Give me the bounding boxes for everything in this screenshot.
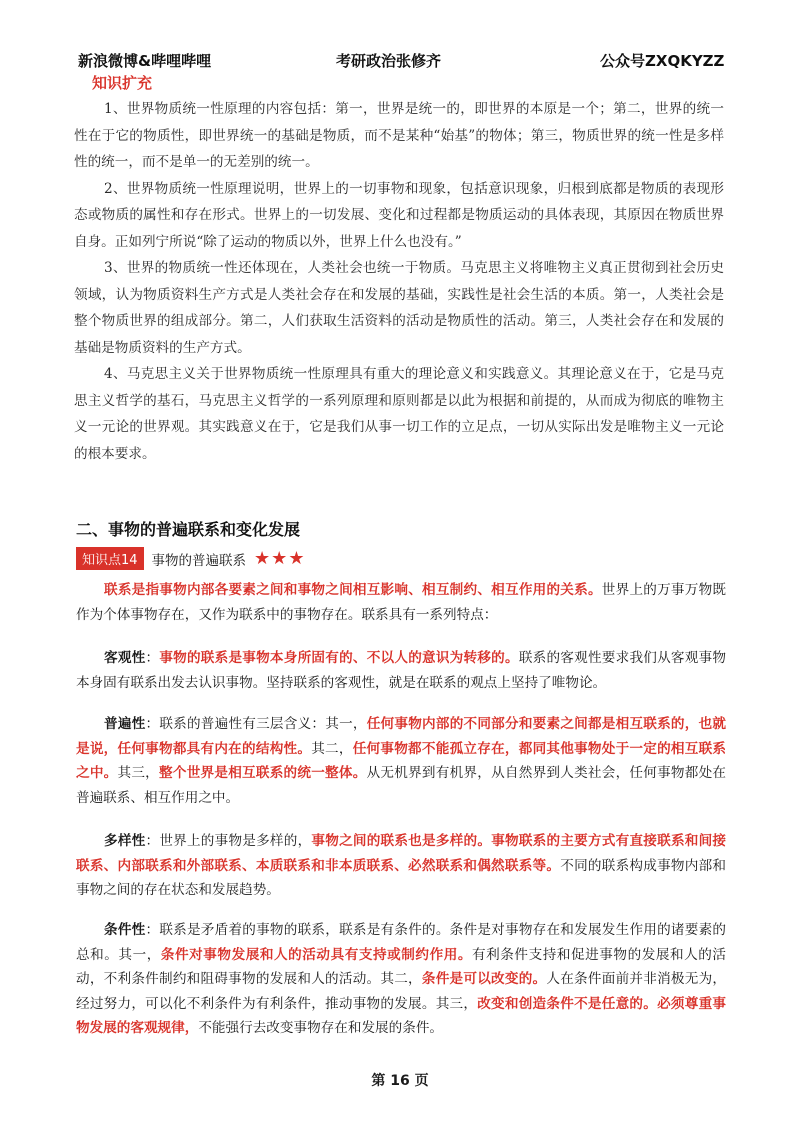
extension-paragraph-1: 1、世界物质统一性原理的内容包括：第一，世界是统一的，即世界的本原是一个；第二，世界的统一性在于它的物质性，即世界统一的基础是物质，而不是某种“始基”的物体；第三，物质世界的统一性是多样性的统一，而不是单一的无差别的统一。 (74, 101, 724, 170)
extension-paragraph-4: 4、马克思主义关于世界物质统一性原理具有重大的理论意义和实践意义。其理论意义在于，它是马克思主义哲学的基石，马克思主义哲学的一系列原理和原则都是以此为根据和前提的，从而成为彻底的唯物主义一元论的世界观。其实践意义在于，它是我们从事一切工作的立足点，一切从实际出发是唯物主义一元论的根本要求。 (74, 366, 724, 462)
diversity-text-1: 世界上的事物是多样的， (159, 833, 312, 849)
intro-paragraph (76, 578, 726, 627)
colon: ： (145, 922, 160, 938)
diversity-text-2: 不同的联系构成事物内部和事物之间的存在状态和发展趋势。 (76, 857, 727, 898)
universality-text-3: 其三， (117, 765, 160, 781)
diversity-label: 多样性 (104, 833, 146, 849)
universality-key-1: 任何事物内部的不同部分和要素之间都是相互联系的，也就是说，任何事物都具有内在的结构性。 (76, 716, 727, 757)
colon: ： (145, 716, 160, 732)
extension-body (74, 96, 724, 467)
universality-label: 普遍性 (104, 716, 146, 732)
conditionality-key-3: 改变和创造条件不是任意的。必须尊重事物发展的客观规律， (76, 995, 727, 1036)
objectivity-key: 事物的联系是事物本身所固有的、不以人的意识为转移的。 (159, 650, 519, 666)
knowledge-point-heading (76, 547, 305, 570)
section-title: 二、事物的普遍联系和变化发展 (76, 520, 301, 539)
header-right: 公众号ZXQKYZZ (600, 52, 725, 70)
objectivity-paragraph (76, 646, 726, 695)
diversity-key-1: 事物之间的联系也是多样的。 (311, 833, 492, 849)
universality-text-2: 其二， (311, 740, 353, 757)
conditionality-key-1: 条件对事物发展和人的活动具有支持或制约作用。 (160, 946, 472, 963)
conditionality-text-2: 有利条件支持和促进事物的发展和人的活动，不利条件制约和阻碍事物的发展和人的活动。其二， (76, 946, 727, 987)
link-definition: 联系是指事物内部各要素之间和事物之间相互影响、相互制约、相互作用的关系。 (104, 582, 602, 598)
universality-paragraph (76, 712, 726, 810)
knowledge-point-title: 事物的普遍联系 (151, 552, 247, 569)
colon: ： (145, 650, 160, 666)
knowledge-point-badge: 知识点14 (76, 547, 144, 570)
universality-text-1: 联系的普遍性有三层含义：其一， (159, 716, 367, 732)
conditionality-paragraph (76, 918, 726, 1041)
colon: ： (145, 833, 160, 849)
conditionality-text-3: 人在条件面前并非消极无为，经过努力，可以化不利条件为有利条件，推动事物的发展。其三， (76, 971, 727, 1012)
extension-paragraph-2: 2、世界物质统一性原理说明，世界上的一切事物和现象，包括意识现象，归根到底都是物质的表现形态或物质的属性和存在形式。世界上的一切发展、变化和过程都是物质运动的具体表现，其原因在物质世界自身。正如列宁所说“除了运动的物质以外，世界上什么也没有。” (74, 180, 724, 250)
diversity-paragraph (76, 829, 726, 903)
universality-key-3: 整个世界是相互联系的统一整体。 (159, 765, 367, 781)
header-center: 考研政治张修齐 (336, 52, 442, 70)
conditionality-label: 条件性 (104, 922, 146, 938)
header-left: 新浪微博&哔哩哔哩 (78, 52, 212, 70)
conditionality-text-4: 不能强行去改变事物存在和发展的条件。 (198, 1020, 444, 1036)
universality-text-4: 从无机界到有机界，从自然界到人类社会，任何事物都处在普遍联系、相互作用之中。 (76, 765, 727, 806)
diversity-key-2: 事物联系的主要方式有直接联系和间接联系、内部联系和外部联系、本质联系和非本质联系、必然联系和偶然联系等。 (76, 833, 727, 874)
objectivity-label: 客观性 (104, 650, 146, 666)
objectivity-text: 联系的客观性要求我们从客观事物本身固有联系出发去认识事物。坚持联系的客观性，就是在联系的观点上坚持了唯物论。 (76, 650, 727, 691)
extension-title: 知识扩充 (92, 74, 153, 92)
extension-paragraph-3: 3、世界的物质统一性还体现在，人类社会也统一于物质。马克思主义将唯物主义真正贯彻到社会历史领域，认为物质资料生产方式是人类社会存在和发展的基础，实践性是社会生活的本质。第一，人类社会是整个物质世界的组成部分。第二，人们获取生活资料的活动是物质性的活动。第三，人类社会存在和发展的基础是物质资料的生产方式。 (74, 260, 724, 356)
star-rating-icon: ★★★ (254, 548, 306, 569)
conditionality-key-2: 条件是可以改变的。 (421, 971, 547, 987)
universality-key-2: 任何事物都不能孤立存在，都同其他事物处于一定的相互联系之中。 (76, 740, 727, 781)
intro-text: 世界上的万事万物既作为个体事物存在，又作为联系中的事物存在。联系具有一系列特点： (76, 582, 727, 623)
page-number: 第 16 页 (371, 1073, 429, 1089)
conditionality-text-1: 联系是矛盾着的事物的联系，联系是有条件的。条件是对事物存在和发展发生作用的诸要素的总和。其一， (76, 922, 726, 963)
